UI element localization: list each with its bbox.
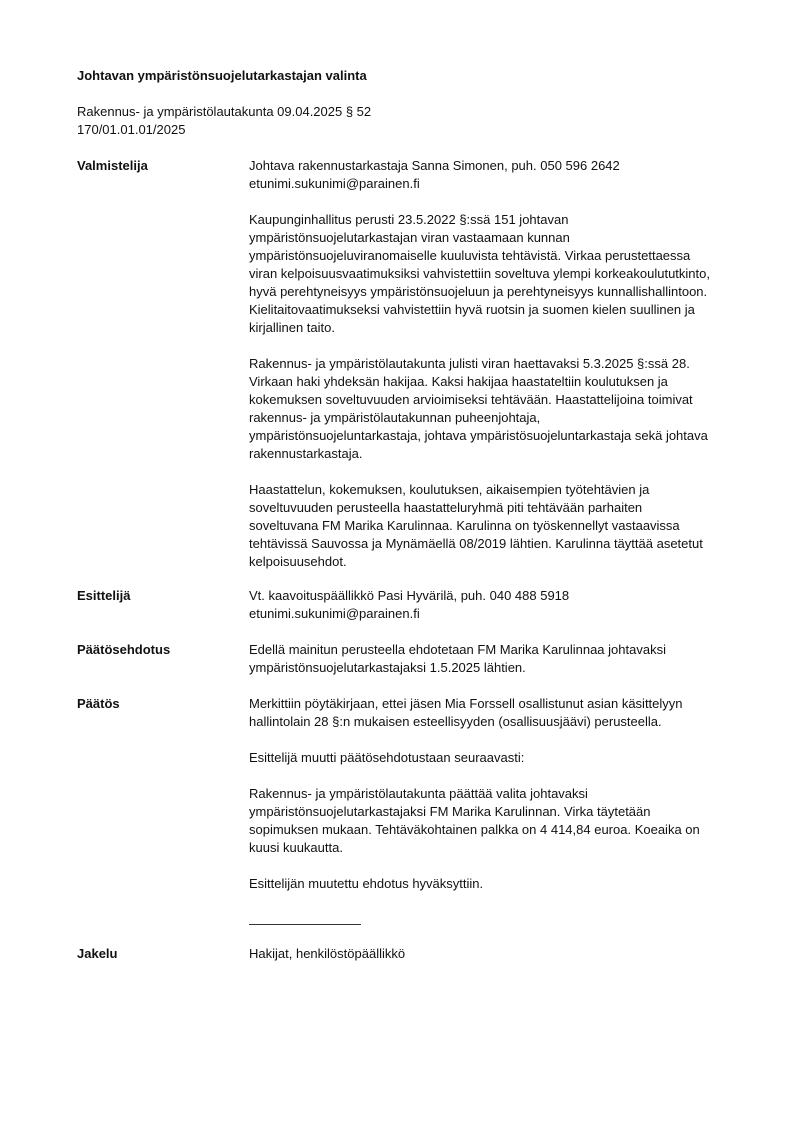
section-label: Jakelu bbox=[77, 946, 118, 961]
meeting-reference bbox=[77, 103, 371, 139]
section-content bbox=[249, 157, 739, 571]
section-content bbox=[249, 587, 739, 623]
meeting-line: Rakennus- ja ympäristölautakunta 09.04.2025 § 52 bbox=[77, 104, 372, 119]
document-title: Johtavan ympäristönsuojelutarkastajan valinta bbox=[77, 68, 367, 83]
section-label: Valmistelija bbox=[77, 158, 148, 173]
paragraph: Esittelijä muutti päätösehdotustaan seuraavasti: bbox=[249, 750, 525, 765]
paragraph: Esittelijän muutettu ehdotus hyväksyttiin. bbox=[249, 876, 484, 891]
section-label: Päätös bbox=[77, 696, 120, 711]
section-label: Esittelijä bbox=[77, 588, 131, 603]
section-content bbox=[249, 945, 739, 963]
paragraph: Rakennus- ja ympäristölautakunta päättää valita johtavaksi ympäristönsuojelutarkastajaksi FM Marika Karulinnan. Virka täytetään sopimuksen mukaan. Tehtäväkohtainen palkka on 4 414,84 euroa. Koeaika on kuusi kuukautta. bbox=[249, 786, 700, 855]
section-content bbox=[249, 695, 739, 893]
paragraph: Merkittiin pöytäkirjaan, ettei jäsen Mia Forssell osallistunut asian käsittelyyn hallintolain 28 §:n mukaisen esteellisyyden (osallisuusjäävi) perusteella. bbox=[249, 696, 683, 729]
paragraph: Haastattelun, kokemuksen, koulutuksen, aikaisempien työtehtävien ja soveltuvuuden perusteella haastatteluryhmä piti tehtävään parhaiten soveltuvana FM Marika Karulinnaa. Karulinna on työskennellyt vastaavissa tehtävissä Sauvossa ja Mynämäellä 08/2019 lähtien. Karulinna täyttää asetetut kelpoisuusehdot. bbox=[249, 482, 703, 569]
paragraph: Kaupunginhallitus perusti 23.5.2022 §:ssä 151 johtavan ympäristönsuojelutarkastajan viran vastaamaan kunnan ympäristönsuojeluviranomaiselle kuuluvista tehtävistä. Virkaa perustettaessa viran kelpoisuusvaatimuksiksi vahvistettiin soveltuva ylempi korkeakoulututkinto, hyvä perehtyneisyys ympäristönsuojeluun ja perehtyneisyys kunnallishallintoon. Kielitaitovaatimukseksi vahvistettiin hyvä ruotsin ja suomen kielen suullinen ja kirjallinen taito. bbox=[249, 212, 710, 335]
separator-line bbox=[249, 924, 361, 925]
distribution-list: Hakijat, henkilöstöpäällikkö bbox=[249, 946, 406, 961]
section-content bbox=[249, 641, 739, 677]
case-number: 170/01.01.01/2025 bbox=[77, 122, 186, 137]
paragraph: Edellä mainitun perusteella ehdotetaan FM Marika Karulinnaa johtavaksi ympäristönsuojelutarkastajaksi 1.5.2025 lähtien. bbox=[249, 642, 666, 675]
paragraph: Rakennus- ja ympäristölautakunta julisti viran haettavaksi 5.3.2025 §:ssä 28. Virkaan haki yhdeksän hakijaa. Kaksi hakijaa haastateltiin koulutuksen ja kokemuksen soveltuvuuden arvioimiseksi tehtävään. Haastattelijoina toimivat rakennus- ja ympäristölautakunnan puheenjohtaja, ympäristönsuojeluntarkastaja, johtava ympäristösuojeluntarkastaja sekä johtava rakennustarkastaja. bbox=[249, 356, 708, 461]
presenter-contact: Vt. kaavoituspäällikkö Pasi Hyvärilä, puh. 040 488 5918 etunimi.sukunimi@parainen.fi bbox=[249, 588, 570, 621]
section-label: Päätösehdotus bbox=[77, 642, 171, 657]
preparer-contact: Johtava rakennustarkastaja Sanna Simonen, puh. 050 596 2642 etunimi.sukunimi@parainen.fi bbox=[249, 158, 620, 191]
